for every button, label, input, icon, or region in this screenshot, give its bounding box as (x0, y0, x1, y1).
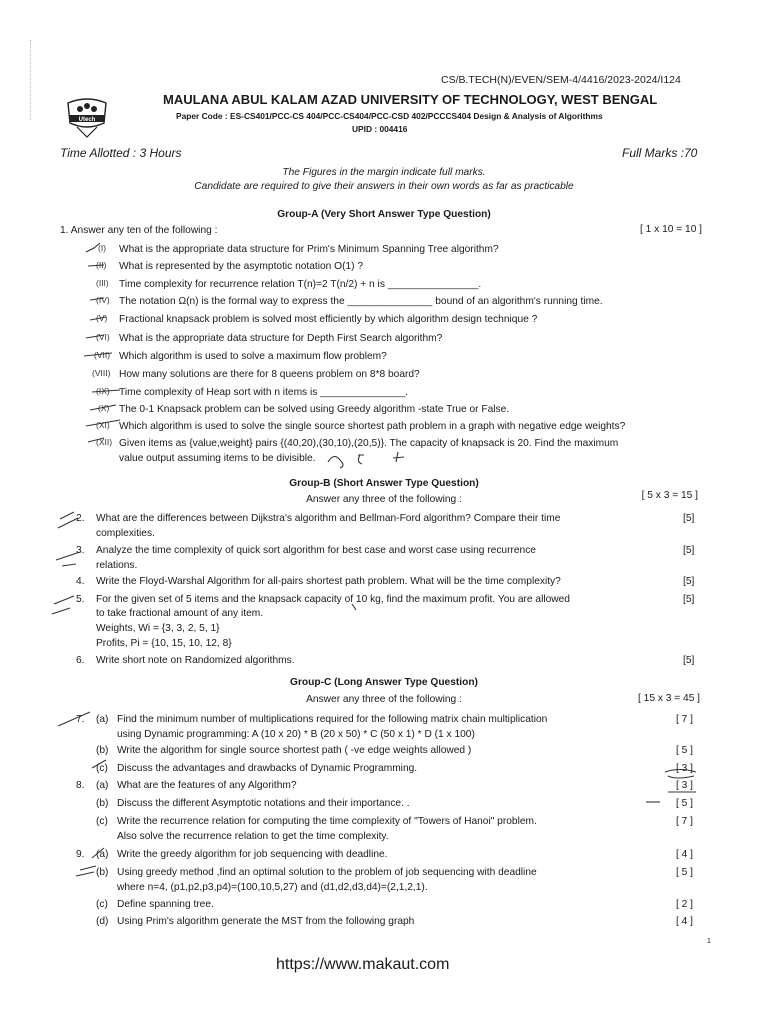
question-7c: Discuss the advantages and drawbacks of Dynamic Programming. (117, 763, 418, 774)
question-1-i: What is the appropriate data structure for Prim's Minimum Spanning Tree algorithm? (119, 244, 499, 255)
group-a-title: Group-A (Very Short Answer Type Question) (277, 209, 491, 220)
question-1-xii-cont: value output assuming items to be divisible. (119, 453, 316, 464)
question-2: What are the differences between Dijkstra's algorithm and Bellman-Ford algorithm? Compare their time (96, 513, 561, 524)
question-5: For the given set of 5 items and the knapsack capacity of 10 kg, find the maximum profit. You are allowed (96, 594, 570, 605)
question-1-vi: What is the appropriate data structure for Depth First Search algorithm? (119, 333, 443, 344)
question-3: Analyze the time complexity of quick sort algorithm for best case and worst case using recurrence (96, 545, 536, 556)
page-number: 1 (707, 938, 711, 945)
upid: UPID : 004416 (352, 124, 408, 134)
group-c-instruction: Answer any three of the following : (306, 694, 462, 705)
question-8c: Write the recurrence relation for computing the time complexity of "Towers of Hanoi" problem. (117, 816, 537, 827)
question-9a: Write the greedy algorithm for job sequencing with deadline. (117, 849, 388, 860)
group-b-instruction: Answer any three of the following : (306, 494, 462, 505)
question-1-viii: How many solutions are there for 8 queens problem on 8*8 board? (119, 369, 420, 380)
question-1-x: The 0-1 Knapsack problem can be solved using Greedy algorithm -state True or False. (119, 404, 510, 415)
question-8b: Discuss the different Asymptotic notations and their importance. . (117, 798, 410, 809)
question-6: Write short note on Randomized algorithms. (96, 655, 295, 666)
question-8a: What are the features of any Algorithm? (117, 780, 297, 791)
svg-text:Utech: Utech (78, 117, 96, 123)
question-7a: Find the minimum number of multiplications required for the following matrix chain multiplication (117, 714, 548, 725)
question-9d: Using Prim's algorithm generate the MST from the following graph (117, 916, 415, 927)
paper-code-line: CS/B.TECH(N)/EVEN/SEM-4/4416/2023-2024/I124 (441, 74, 681, 86)
question-7b: Write the algorithm for single source shortest path ( -ve edge weights allowed ) (117, 745, 472, 756)
time-allotted: Time Allotted : 3 Hours (60, 146, 182, 160)
question-1-xii: Given items as {value,weight} pairs {(40,20),(30,10),(20,5)}. The capacity of knapsack is 20. Find the maximum (119, 438, 619, 449)
exam-page: CS/B.TECH(N)/EVEN/SEM-4/4416/2023-2024/I124 Utech MAULANA ABUL KALAM AZAD UNIVERSITY OF TECHNOLOGY, WEST BENGAL Paper Code : ES-CS401/PCC-CS 404/PCC-CS404/PCC-CSD 402/PCCCS404 Design & Analysis of Algorithms UPID : 004416 Time Allotted : 3 Hours Full Marks :70 The Figures in the margin indicate full marks. Candidate are required to give their answers in their own words as far as practicable Group-A (Very Short Answer Type Question) 1. Answer any ten of the following : [ 1 x 10 = 10 ] (I) What is the appropriate data structure for Prim's Minimum Spanning Tree algorithm? (II) What is represented by the asymptotic notation O(1) ? (III) Time complexity for recurrence relation T(n)=2 T(n/2) + n is ________________. (IV) The notation Ω(n) is the formal way to express the _______________ bound of an algorithm's running time. (V) Fractional knapsack problem is solved most efficiently by which algorithm design technique ? (VI) What is the appropriate data structure for Depth First Search algorithm? (VII) Which algorithm is used to solve a maximum flow problem? (VIII) How many solutions are there for 8 queens problem on 8*8 board? (IX) Time complexity of Heap sort with n items is _______________. (X) The 0-1 Knapsack problem can be solved using Greedy algorithm -state True or False. (XI) Which algorithm is used to solve the single source shortest path problem in a graph with negative edge weights? (XII) Given items as {value,weight} pairs {(40,20),(30,10),(20,5)}. The capacity of knapsack is 20. Find the maximum value output assuming items to be divisible. Group-B (Short Answer Type Question) Answer any three of the following : [ 5 x 3 = 15 ] 2. What are the differences between Dijkstra's algorithm and Bellman-Ford algorithm? Compare their time complexities. [5] 3. Analyze the time complexity of quick sort algorithm for best case and worst case using recurrence relations. [5] 4. Write the Floyd-Warshal Algorithm for all-pairs shortest path problem. What will be the time complexity? [5] 5. For the given set of 5 items and the knapsack capacity of 10 kg, find the maximum profit. You are allowed to take fractional amount of any item. Weights, Wi = {3, 3, 2, 5, 1} Profits, Pi = {10, 15, 10, 12, 8} [5] 6. Write short note on Randomized algorithms. [5] Group-C (Long Answer Type Question) Answer any three of the following : [ 15 x 3 = 45 ] 7. (a) Find the minimum number of multiplications required for the following matrix chain multiplication using Dynamic programming: A (10 x 20) * B (20 x 50) * C (50 x 1) * D (1 x 100) [ 7 ] (b) Write the algorithm for single source shortest path ( -ve edge weights allowed ) [ 5 ] (c) Discuss the advantages and drawbacks of Dynamic Programming. [ 3 ] 8. (a) What are the features of any Algorithm? [ 3 ] (b) Discuss the different Asymptotic notations and their importance. . [ 5 ] (c) Write the recurrence relation for computing the time complexity of "Towers of Hanoi" problem. Also solve the recurrence relation to get the time complexity. [ 7 ] 9. (a) Write the greedy algorithm for job sequencing with deadline. [ 4 ] (b) Using greedy method ,find an optimal solution to the problem of job sequencing with deadline where n=4, (p1,p2,p3,p4)=(100,10,5,27) and (d1,d2,d3,d4)=(2,1,2,1). [ 5 ] (c) Define spanning tree. [ 2 ] (d) Using Prim's algorithm generate the MST from the following graph [ 4 ] https://www.makaut.com 1 (0, 0, 768, 1024)
group-b-title: Group-B (Short Answer Type Question) (289, 478, 479, 489)
question-1-v: Fractional knapsack problem is solved most efficiently by which algorithm design technique ? (119, 314, 538, 325)
question-1-ii: What is represented by the asymptotic notation O(1) ? (119, 261, 364, 272)
question-4: Write the Floyd-Warshal Algorithm for all-pairs shortest path problem. What will be the time complexity? (96, 576, 561, 587)
question-9c: Define spanning tree. (117, 899, 214, 910)
footer-url: https://www.makaut.com (276, 956, 450, 973)
question-9b: Using greedy method ,find an optimal solution to the problem of job sequencing with deadline (117, 867, 537, 878)
university-name: MAULANA ABUL KALAM AZAD UNIVERSITY OF TECHNOLOGY, WEST BENGAL (163, 92, 658, 107)
question-1-iii: Time complexity for recurrence relation T(n)=2 T(n/2) + n is ________________. (119, 279, 482, 290)
group-c-marks: [ 15 x 3 = 45 ] (638, 693, 701, 704)
group-b-marks: [ 5 x 3 = 15 ] (641, 490, 698, 501)
group-a-instruction: 1. Answer any ten of the following : (60, 225, 218, 236)
question-1-iv: The notation Ω(n) is the formal way to express the _______________ bound of an algorithm's running time. (119, 296, 603, 307)
group-c-title: Group-C (Long Answer Type Question) (290, 677, 478, 688)
full-marks: Full Marks :70 (622, 146, 698, 160)
question-1-xi: Which algorithm is used to solve the single source shortest path problem in a graph with negative edge weights? (119, 421, 626, 432)
question-1-vii: Which algorithm is used to solve a maximum flow problem? (119, 351, 387, 362)
question-1-ix: Time complexity of Heap sort with n items is _______________. (119, 387, 408, 398)
instruction-note-2: Candidate are required to give their answers in their own words as far as practicable (194, 181, 574, 192)
group-a-marks: [ 1 x 10 = 10 ] (640, 224, 703, 235)
paper-code: Paper Code : ES-CS401/PCC-CS 404/PCC-CS404/PCC-CSD 402/PCCCS404 Design & Analysis of Algorithms (176, 111, 603, 121)
instruction-note-1: The Figures in the margin indicate full marks. (282, 167, 486, 178)
